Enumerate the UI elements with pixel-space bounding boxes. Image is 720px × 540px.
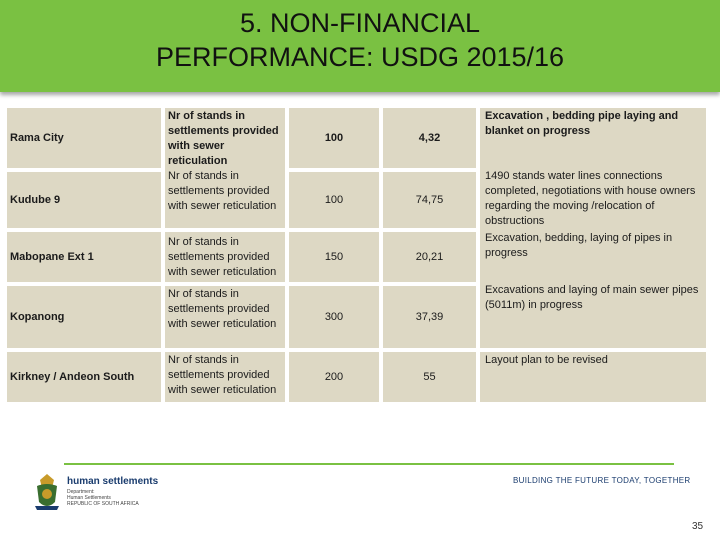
- indicator-cell: Nr of stands in settlements provided with sewer reticulation: [165, 232, 285, 282]
- project-cell: Mabopane Ext 1: [7, 232, 161, 282]
- project-cell: Kudube 9: [7, 172, 161, 228]
- title-line-2: PERFORMANCE: USDG 2015/16: [155, 42, 565, 72]
- department-block: [67, 489, 139, 507]
- target-cell: 300: [289, 286, 379, 348]
- progress-cell: Excavation , bedding pipe laying and blanket on progress: [480, 108, 706, 168]
- expenditure-cell: 20,21: [383, 232, 476, 282]
- target-cell: 100: [289, 172, 379, 228]
- project-cell: Rama City: [7, 108, 161, 168]
- progress-cell: Excavation, bedding, laying of pipes in progress: [480, 230, 706, 282]
- page-title: [0, 6, 720, 74]
- indicator-cell: Nr of stands in settlements provided with sewer reticulation: [165, 108, 285, 168]
- department-line-3: REPUBLIC OF SOUTH AFRICA: [67, 501, 139, 507]
- progress-cell: 1490 stands water lines connections completed, negotiations with house owners regarding the moving /relocation of obstructions: [480, 168, 706, 230]
- indicator-cell: Nr of stands in settlements provided with sewer reticulation: [165, 286, 285, 348]
- department-line-1: Department:: [67, 489, 95, 495]
- progress-cell: Excavations and laying of main sewer pipes (5011m) in progress: [480, 282, 706, 348]
- target-cell: 200: [289, 352, 379, 402]
- footer-divider: [64, 463, 674, 465]
- coat-of-arms-icon: [32, 472, 62, 512]
- target-cell: 100: [289, 108, 379, 168]
- progress-cell: Layout plan to be revised: [480, 352, 706, 402]
- expenditure-cell: 74,75: [383, 172, 476, 228]
- indicator-cell: Nr of stands in settlements provided with sewer reticulation: [165, 168, 285, 228]
- project-cell: Kirkney / Andeon South: [7, 352, 161, 402]
- department-line-2: Human Settlements: [67, 495, 111, 501]
- expenditure-cell: 4,32: [383, 108, 476, 168]
- footer-slogan: BUILDING THE FUTURE TODAY, TOGETHER: [513, 476, 691, 485]
- expenditure-cell: 37,39: [383, 286, 476, 348]
- title-bar: [0, 0, 720, 92]
- indicator-cell: Nr of stands in settlements provided with sewer reticulation: [165, 352, 285, 402]
- title-line-1: 5. NON-FINANCIAL: [239, 8, 481, 38]
- expenditure-cell: 55: [383, 352, 476, 402]
- page-number: 35: [692, 521, 704, 532]
- brand-name: human settlements: [67, 476, 159, 487]
- project-cell: Kopanong: [7, 286, 161, 348]
- target-cell: 150: [289, 232, 379, 282]
